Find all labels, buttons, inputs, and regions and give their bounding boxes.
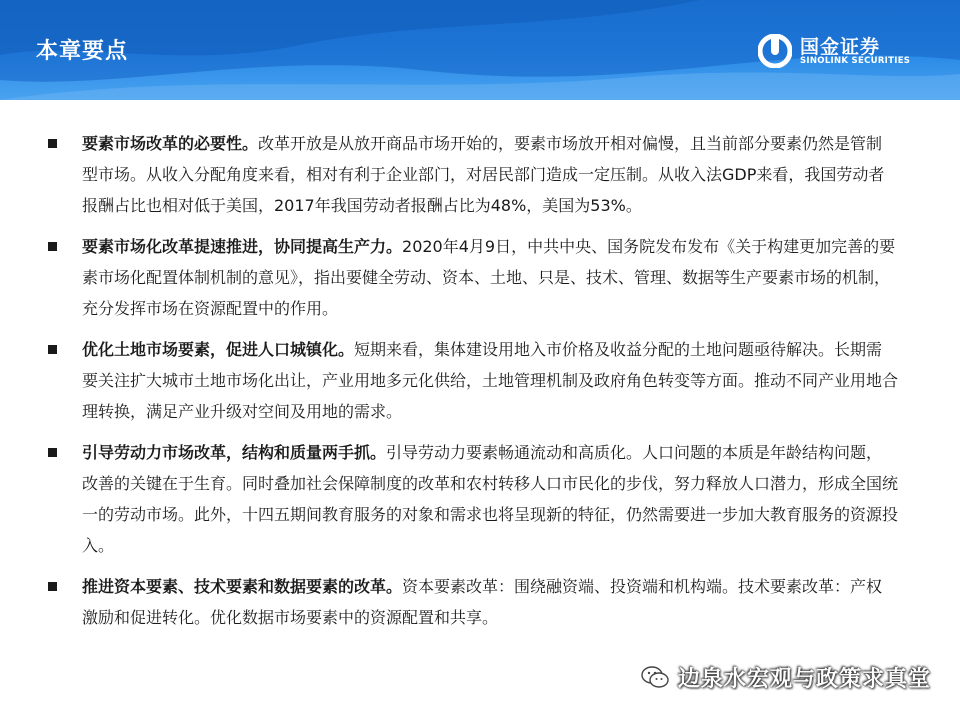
key-point-body: 短期来看，集体建设用地入市价格及收益分配的土地问题亟待解决。长期需要关注扩大城市土地市场化出让，产业用地多元化供给，土地管理机制及政府角色转变等方面。推动不同产业用地合理转换，满足产业升级对空间及用地的需求。 bbox=[82, 340, 899, 421]
key-point-title: 要素市场改革的必要性。 bbox=[82, 134, 259, 153]
page-title: 本章要点 bbox=[36, 39, 129, 64]
sinolink-logo-icon bbox=[758, 34, 792, 68]
logo-name-en: SINOLINK SECURITIES bbox=[800, 56, 911, 66]
key-point-item bbox=[48, 231, 898, 324]
key-point-body: 改革开放是从放开商品市场开始的，要素市场放开相对偏慢，且当前部分要素仍然是管制型市场。从收入分配角度来看，相对有利于企业部门，对居民部门造成一定压制。从收入法GDP来看，我国劳动者报酬占比也相对低于美国，2017年我国劳动者报酬占比为48%，美国为53%。 bbox=[82, 134, 885, 215]
watermark-text: 边泉水宏观与政策求真堂 bbox=[678, 666, 932, 692]
company-logo bbox=[758, 30, 928, 74]
wechat-icon bbox=[640, 664, 670, 690]
square-bullet-icon bbox=[48, 242, 57, 251]
key-point-body: 2020年4月9日，中共中央、国务院发布发布《关于构建更加完善的要素市场化配置体制机制的意见》，指出要健全劳动、资本、土地、只是、技术、管理、数据等生产要素市场的机制，充分发挥市场在资源配置中的作用。 bbox=[82, 237, 896, 318]
square-bullet-icon bbox=[48, 582, 57, 591]
key-point-title: 引导劳动力市场改革，结构和质量两手抓。 bbox=[82, 443, 387, 462]
square-bullet-icon bbox=[48, 345, 57, 354]
key-point-body: 资本要素改革：围绕融资端、投资端和机构端。技术要素改革：产权激励和促进转化。优化数据市场要素中的资源配置和共享。 bbox=[82, 577, 883, 627]
key-point-title: 优化土地市场要素，促进人口城镇化。 bbox=[82, 340, 355, 359]
logo-name-cn: 国金证券 bbox=[800, 36, 881, 58]
key-point-title: 推进资本要素、技术要素和数据要素的改革。 bbox=[82, 577, 403, 596]
key-point-item bbox=[48, 128, 898, 221]
key-point-item bbox=[48, 437, 898, 561]
key-point-item bbox=[48, 334, 898, 427]
key-point-body: 引导劳动力要素畅通流动和高质化。人口问题的本质是年龄结构问题，改善的关键在于生育。同时叠加社会保障制度的改革和农村转移人口市民化的步伐，努力释放人口潜力，形成全国统一的劳动市场。此外，十四五期间教育服务的对象和需求也将呈现新的特征，仍然需要进一步加大教育服务的资源投入。 bbox=[82, 443, 899, 555]
key-point-title: 要素市场化改革提速推进，协同提高生产力。 bbox=[82, 237, 403, 256]
header-banner bbox=[0, 0, 960, 100]
key-points-list bbox=[48, 128, 898, 643]
wechat-watermark bbox=[640, 662, 931, 692]
key-point-item bbox=[48, 571, 898, 633]
square-bullet-icon bbox=[48, 139, 57, 148]
square-bullet-icon bbox=[48, 448, 57, 457]
